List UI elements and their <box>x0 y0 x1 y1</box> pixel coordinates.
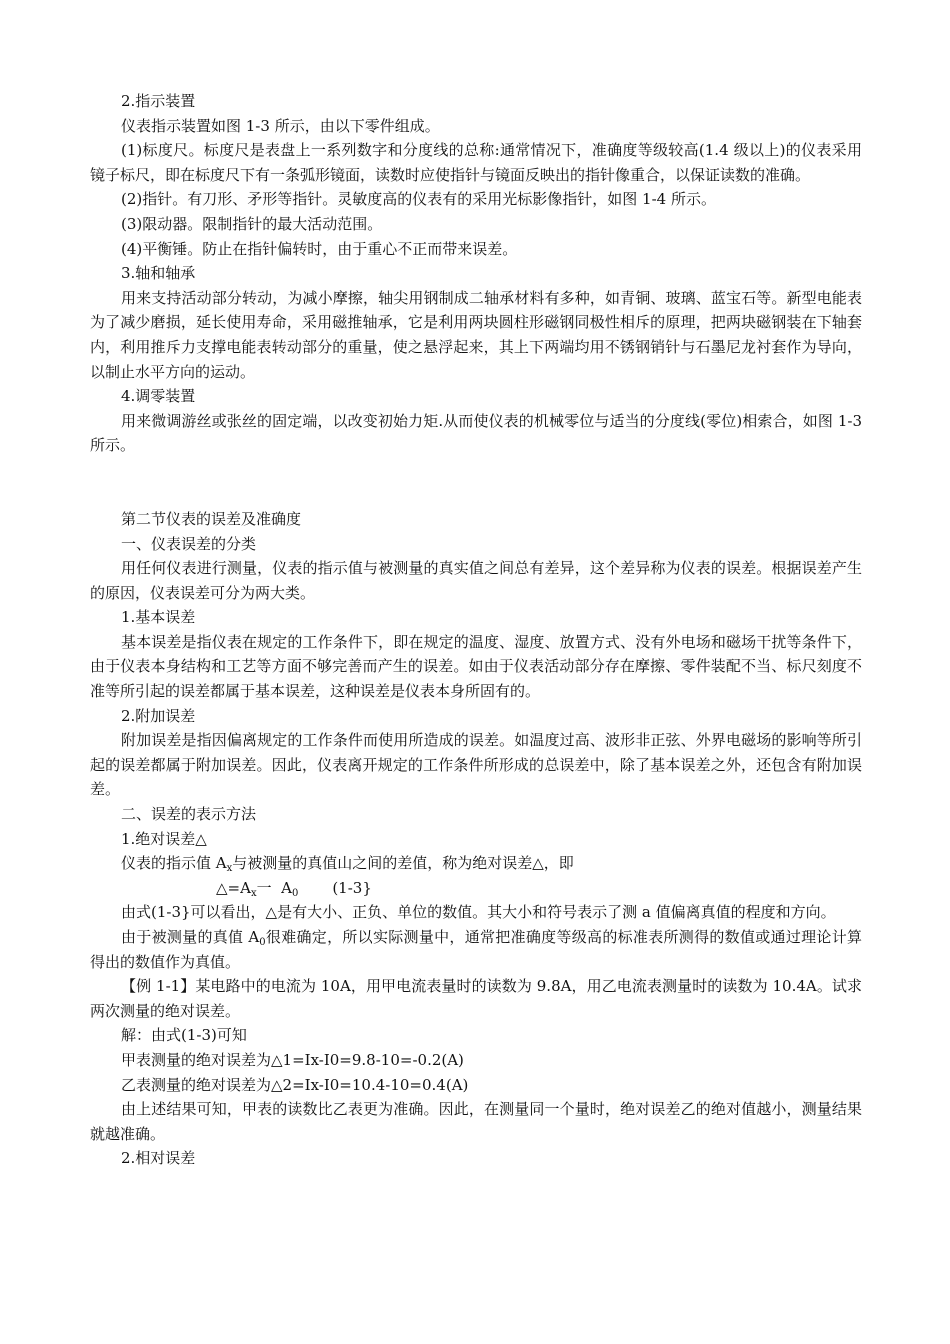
paragraph-formula-explanation: 由式(1-3}可以看出，△是有大小、正负、单位的数值。其大小和符号表示了测 a 值偏离真值的程度和方向。 <box>121 903 836 922</box>
subscript: x <box>226 863 233 875</box>
paragraph-zero-adjust: 用来微调游丝或张丝的固定端，以改变初始力矩.从而使仪表的机械零位与适当的分度线(零位)相索合，如图 1-3 所示。 <box>90 411 862 455</box>
paragraph-additional-error: 附加误差是指因偏离规定的工作条件而使用所造成的误差。如温度过高、波形非正弦、外界电磁场的影响等所引起的误差都属于附加误差。因此，仪表离开规定的工作条件所形成的总误差中，除了基本误差之外，还包含有附加误差。 <box>90 731 862 799</box>
heading-zero-adjust: 4.调零装置 <box>121 387 196 406</box>
document-page <box>90 89 862 1171</box>
heading-additional-error: 2.附加误差 <box>121 706 196 725</box>
paragraph-true-value <box>90 925 862 974</box>
paragraph-basic-error: 基本误差是指仪表在规定的工作条件下，即在规定的温度、湿度、放置方式、没有外电场和磁场干扰等条件下，由于仪表本身结构和工艺等方面不够完善而产生的误差。如由于仪表活动部分存在摩擦、零件装配不当、标尺刻度不准等所引起的误差都属于基本误差，这种误差是仪表本身所固有的。 <box>90 632 862 701</box>
paragraph-meter-a-error: 甲表测量的绝对误差为△1=Ix-I0=9.8-10=-0.2(A) <box>121 1050 464 1069</box>
paragraph-meter-b-error: 乙表测量的绝对误差为△2=Ix-I0=10.4-10=0.4(A) <box>121 1075 469 1094</box>
paragraph-limiter: (3)限动器。限制指针的最大活动范围。 <box>121 214 383 233</box>
subscript: 0 <box>259 937 266 948</box>
heading-error-classification: 一、仪表误差的分类 <box>121 534 257 553</box>
formula-part: 一 A <box>256 878 292 897</box>
paragraph-shaft-bearing: 用来支持活动部分转动，为减小摩擦，轴尖用钢制成二轴承材料有多种，如青铜、玻璃、蓝宝石等。新型电能表为了减少磨损，延长使用寿命，采用磁推轴承，它是利用两块圆柱形磁钢同极性相斥的原理，把两块磁钢装在下轴套内，利用推斥力支撑电能表转动部分的重量，使之悬浮起来，其上下两端均用不锈钢销针与石墨尼龙衬套作为导向，以制止水平方向的运动。 <box>90 288 862 381</box>
text-fragment: 很难确定，所以实际测量中，通常把准确度等级高的标准表所测得的数值或通过理论计算得出的数值作为真值。 <box>90 928 862 971</box>
formula-part: △=A <box>216 878 251 897</box>
subscript: x <box>250 887 257 899</box>
subscript: 0 <box>291 887 299 899</box>
formula-number: (1-3} <box>332 878 372 897</box>
heading-error-representation: 二、误差的表示方法 <box>121 805 257 824</box>
section-title: 第二节仪表的误差及准确度 <box>121 509 302 528</box>
paragraph-solution: 解：由式(1-3)可知 <box>121 1026 247 1045</box>
heading-shaft-bearing: 3.轴和轴承 <box>121 264 196 283</box>
text-fragment: 由于被测量的真值 A <box>121 928 260 946</box>
heading-basic-error: 1.基本误差 <box>121 608 196 627</box>
paragraph-pointer: (2)指针。有刀形、矛形等指针。灵敏度高的仪表有的采用光标影像指针，如图 1-4 所示。 <box>121 190 716 209</box>
paragraph-example-1-1: 【例 1-1】某电路中的电流为 10A，用甲电流表量时的读数为 9.8A，用乙电流表测量时的读数为 10.4A。试求两次测量的绝对误差。 <box>90 977 862 1020</box>
text-fragment: 仪表的指示值 A <box>121 854 227 873</box>
paragraph-conclusion: 由上述结果可知，甲表的读数比乙表更为准确。因此，在测量同一个量时，绝对误差乙的绝对值越小，测量结果就越准确。 <box>90 1100 862 1143</box>
heading-indicator-device: 2.指示装置 <box>121 92 196 110</box>
paragraph-scale: (1)标度尺。标度尺是表盘上一系列数字和分度线的总称:通常情况下，准确度等级较高(1.4 级以上)的仪表采用镜子标尺，即在标度尺下有一条弧形镜面，读数时应使指针与镜面反映出的指针像重合，以保证读数的准确。 <box>90 141 862 184</box>
paragraph-absolute-error <box>90 851 862 876</box>
heading-relative-error: 2.相对误差 <box>121 1149 196 1168</box>
paragraph-error-classification: 用任何仪表进行测量，仪表的指示值与被测量的真实值之间总有差异，这个差异称为仪表的误差。根据误差产生的原因，仪表误差可分为两大类。 <box>90 559 862 602</box>
paragraph-balance-weight: (4)平衡锤。防止在指针偏转时，由于重心不正而带来误差。 <box>121 239 518 258</box>
formula-1-3 <box>90 876 862 901</box>
heading-absolute-error: 1.绝对误差△ <box>121 829 207 848</box>
paragraph-indicator-intro: 仪表指示装置如图 1-3 所示，由以下零件组成。 <box>121 116 440 135</box>
section-spacer <box>90 458 862 507</box>
text-fragment: 与被测量的真值山之间的差值，称为绝对误差△，即 <box>232 854 574 873</box>
